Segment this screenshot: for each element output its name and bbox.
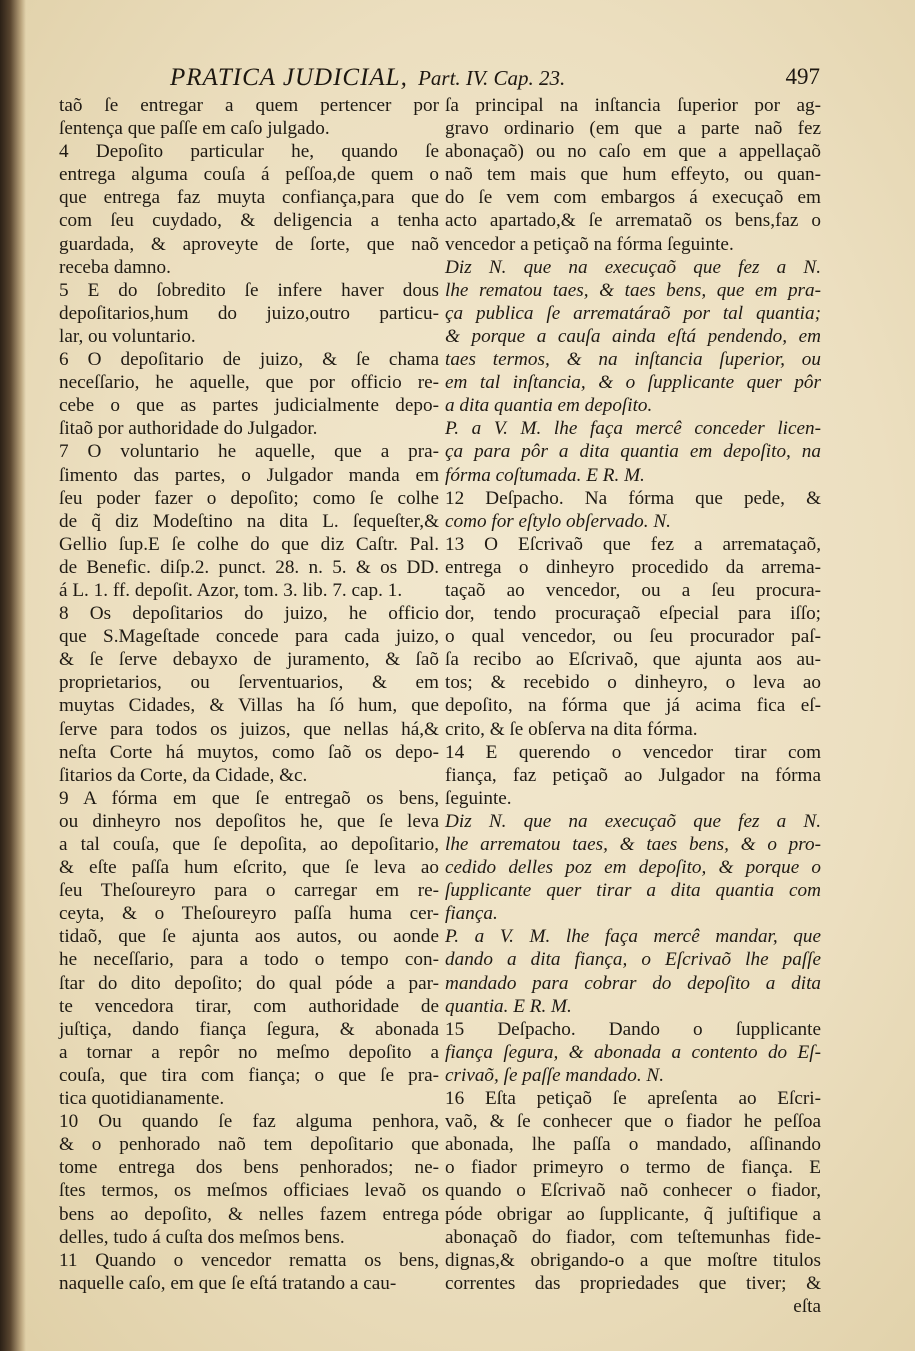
left-text-line: depoſitarios,hum do juizo,outro particu- [59,302,439,324]
right-text-line: o fiador primeyro o termo de fiança. E [445,1157,821,1179]
right-text-line: abonaçaõ do fiador, com teſtemunhas fide- [445,1226,821,1248]
right-text-line: em tal inſtancia, & o ſupplicante quer pôr [445,372,821,394]
left-text-line: muytas Cidades, & Villas ha ſó hum, que [59,695,439,717]
running-title: PRATICA JUDICIAL, [170,64,408,91]
left-text-line: ſentença que paſſe em caſo julgado. [59,118,330,140]
left-text-line: bens ao depoſito, & nelles fazem entrega [59,1203,439,1225]
right-text-line: 13 O Eſcrivaõ que fez a arremataçaõ, [445,533,821,555]
right-text-line: quando o Eſcrivaõ naõ conhecer o fiador, [445,1180,821,1202]
right-text-line: quantia. E R. M. [445,995,572,1017]
right-text-line: a dita quantia em depoſito. [445,395,653,417]
right-text-line: crivaõ, ſe paſſe mandado. N. [445,1064,665,1086]
left-column [59,94,439,1295]
left-text-line: que S.Mageſtade concede para cada juizo, [59,626,439,648]
left-text-line: taõ ſe entregar a quem pertencer por [59,95,439,116]
left-text-line: naquelle caſo, em que ſe eſtá tratando a cau- [59,1272,397,1294]
left-text-line: lar, ou voluntario. [59,325,196,347]
left-text-line: 8 Os depoſitarios do juizo, he officio [59,603,439,625]
right-text-line: taes termos, & na inſtancia ſuperior, ou [445,349,821,371]
running-head [170,64,820,94]
right-text-line: lhe arrematou taes, & taes bens, & o pro- [445,834,821,855]
right-text-line: tos; & recebido o dinheyro, o leva ao [445,672,821,694]
right-text-line: crito, & ſe obſerva na dita fórma. [445,718,698,740]
left-text-line: ſtar do dito depoſito; do qual póde a par- [59,972,439,994]
right-text-line: 14 E querendo o vencedor tirar com [445,741,821,763]
right-text-line: fiança, faz petiçaõ ao Julgador na fórma [445,764,821,786]
left-text-line: juſtiça, dando fiança ſegura, & abonada [59,1018,439,1040]
right-text-line: fiança. [445,903,498,925]
left-text-line: ſerve para todos os juizos, que nellas há,& [59,718,439,740]
right-text-line: o qual vencedor, ou ſeu procurador paſ- [445,626,821,648]
right-text-line: lhe rematou taes, & taes bens, que em pra- [445,279,821,301]
left-text-line: 5 E do ſobredito ſe infere haver dous [59,279,439,301]
right-text-line: 15 Deſpacho. Dando o ſupplicante [445,1018,821,1040]
left-text-line: ſtes termos, os meſmos officiaes levaõ os [59,1180,439,1202]
right-text-line: eſta [793,1295,821,1317]
right-text-line: ſupplicante quer tirar a dita quantia com [445,880,821,902]
part-chapter: Part. IV. Cap. 23. [418,66,566,90]
right-text-line: vaõ, & ſe conhecer que o fiador he peſſoa [445,1111,821,1133]
right-text-line: abonada, lhe paſſa o mandado, aſſinando [445,1134,821,1156]
right-text-line: dor, tendo procuraçaõ eſpecial para iſſo; [445,603,821,625]
right-text-line: ça para pôr a dita quantia em depoſito, na [445,441,821,463]
right-text-line: acto apartado,& ſe arremataõ os bens,faz o [445,210,821,232]
right-text-line: 12 Deſpacho. Na fórma que pede, & [445,487,821,509]
left-text-line: ſeu poder fazer o depoſito; como ſe colhe [59,487,439,509]
right-text-line: cedido delles poz em depoſito, & porque o [445,857,821,879]
left-text-line: & eſte paſſa hum eſcrito, que ſe leva ao [59,857,439,879]
left-text-line: de Benefic. diſp.2. punct. 28. n. 5. & os DD. [59,556,439,578]
left-text-line: proprietarios, ou ſerventuarios, & em [59,672,439,694]
right-text-line: P. a V. M. lhe faça mercê conceder licen- [445,418,821,440]
right-text-line: vencedor a petiçaõ na fórma ſeguinte. [445,233,734,255]
left-text-line: tica quotidianamente. [59,1088,225,1110]
binding-gutter [0,0,26,1351]
left-text-line: de q̃ diz Modeſtino na dita L. ſequeſter,& [59,510,439,532]
left-text-line: 7 O voluntario he aquelle, que a pra- [59,441,439,463]
right-text-line: do ſe vem com embargos á execuçaõ em [445,187,821,209]
left-text-line: 10 Ou quando ſe faz alguma penhora, [59,1111,439,1133]
left-text-line: couſa, que tira com fiança; o que ſe pra- [59,1064,439,1086]
right-text-line: dando a dita fiança, o Eſcrivaõ lhe paſſe [445,949,821,971]
right-text-line: ſa recibo ao Eſcrivaõ, que ajunta aos au- [445,649,821,671]
right-text-line: correntes das propriedades que tiver; & [445,1272,821,1294]
left-text-line: ſeu Theſoureyro para o carregar em re- [59,880,439,902]
right-text-line: depoſito, na fórma que já acima fica eſ- [445,695,821,717]
left-text-line: ſimento das partes, o Julgador manda em [59,464,439,486]
left-text-line: he neceſſario, para a todo o tempo con- [59,949,439,971]
left-text-line: guardada, & aproveyte de ſorte, que naõ [59,233,439,255]
left-text-line: te vencedora tirar, com authoridade de [59,995,439,1017]
left-text-line: ſitarios da Corte, da Cidade, &c. [59,764,308,786]
right-text-line: fiança ſegura, & abonada a contento do Eſ- [445,1041,821,1063]
left-text-line: que entrega faz muyta confiança,para que [59,187,439,209]
left-text-line: entrega alguma couſa á peſſoa,de quem o [59,164,439,186]
right-column [445,94,821,1318]
left-text-line: 9 A fórma em que ſe entregaõ os bens, [59,787,439,809]
left-text-line: 11 Quando o vencedor rematta os bens, [59,1249,439,1271]
right-text-line: ſa principal na inſtancia ſuperior por ag- [445,95,821,116]
page-number: 497 [785,64,820,89]
right-text-line: gravo ordinario (em que a parte naõ fez [445,118,821,140]
left-text-line: cebe o que as partes judicialmente depo- [59,395,439,417]
left-text-line: delles, tudo á cuſta dos meſmos bens. [59,1226,345,1248]
left-text-line: receba damno. [59,256,171,278]
left-text-line: tome entrega dos bens penhorados; ne- [59,1157,439,1179]
right-text-line: P. a V. M. lhe faça mercê mandar, que [445,926,821,948]
left-text-line: á L. 1. ff. depoſit. Azor, tom. 3. lib. 7. cap. 1. [59,579,403,601]
left-text-line: & ſe ſerve debayxo de juramento, & ſaõ [59,649,439,671]
right-text-line: abonaçaõ) ou no caſo em que a appellaçaõ [445,141,821,163]
right-text-line: Diz N. que na execuçaõ que fez a N. [445,810,821,832]
left-text-line: com ſeu cuydado, & deligencia a tenha [59,210,439,232]
left-text-line: 4 Depoſito particular he, quando ſe [59,141,439,163]
left-text-line: neceſſario, he aquelle, que por officio re- [59,372,439,394]
left-text-line: Gellio ſup.E ſe colhe do que diz Caſtr. Pal. [59,533,439,555]
right-text-line: ſeguinte. [445,787,512,809]
right-text-line: naõ tem mais que hum effeyto, ou quan- [445,164,821,186]
left-text-line: neſta Corte há muytos, como ſaõ os depo- [59,741,439,763]
right-text-line: fórma coſtumada. E R. M. [445,464,645,486]
right-text-line: 16 Eſta petiçaõ ſe apreſenta ao Eſcri- [445,1088,821,1110]
left-text-line: & o penhorado naõ tem depoſitario que [59,1134,439,1156]
right-text-line: mandado para cobrar do depoſito a dita [445,972,821,994]
right-text-line: dignas,& obrigando-o a que moſtre titulos [445,1249,821,1271]
left-text-line: ou dinheyro nos depoſitos he, que ſe leva [59,810,439,832]
right-text-line: Diz N. que na execuçaõ que fez a N. [445,256,821,278]
left-text-line: ſitaõ por authoridade do Julgador. [59,418,318,440]
left-text-line: ceyta, & o Theſoureyro paſſa huma cer- [59,903,439,925]
right-text-line: ça publica ſe arrematáraõ por tal quantia; [445,302,821,324]
left-text-line: a tornar a repôr no meſmo depoſito a [59,1041,439,1063]
left-text-line: tidaõ, que ſe ajunta aos autos, ou aonde [59,926,439,948]
right-text-line: entrega o dinheyro procedido da arrema- [445,556,821,578]
left-text-line: a tal couſa, que ſe depoſita, ao depoſitario, [59,834,439,855]
right-text-line: como for eſtylo obſervado. N. [445,510,671,532]
right-text-line: taçaõ ao vencedor, ou a ſeu procura- [445,579,821,601]
right-text-line: & porque a cauſa ainda eſtá pendendo, em [445,325,821,347]
right-text-line: póde obrigar ao ſupplicante, q̃ juſtifique a [445,1203,821,1225]
left-text-line: 6 O depoſitario de juizo, & ſe chama [59,349,439,371]
